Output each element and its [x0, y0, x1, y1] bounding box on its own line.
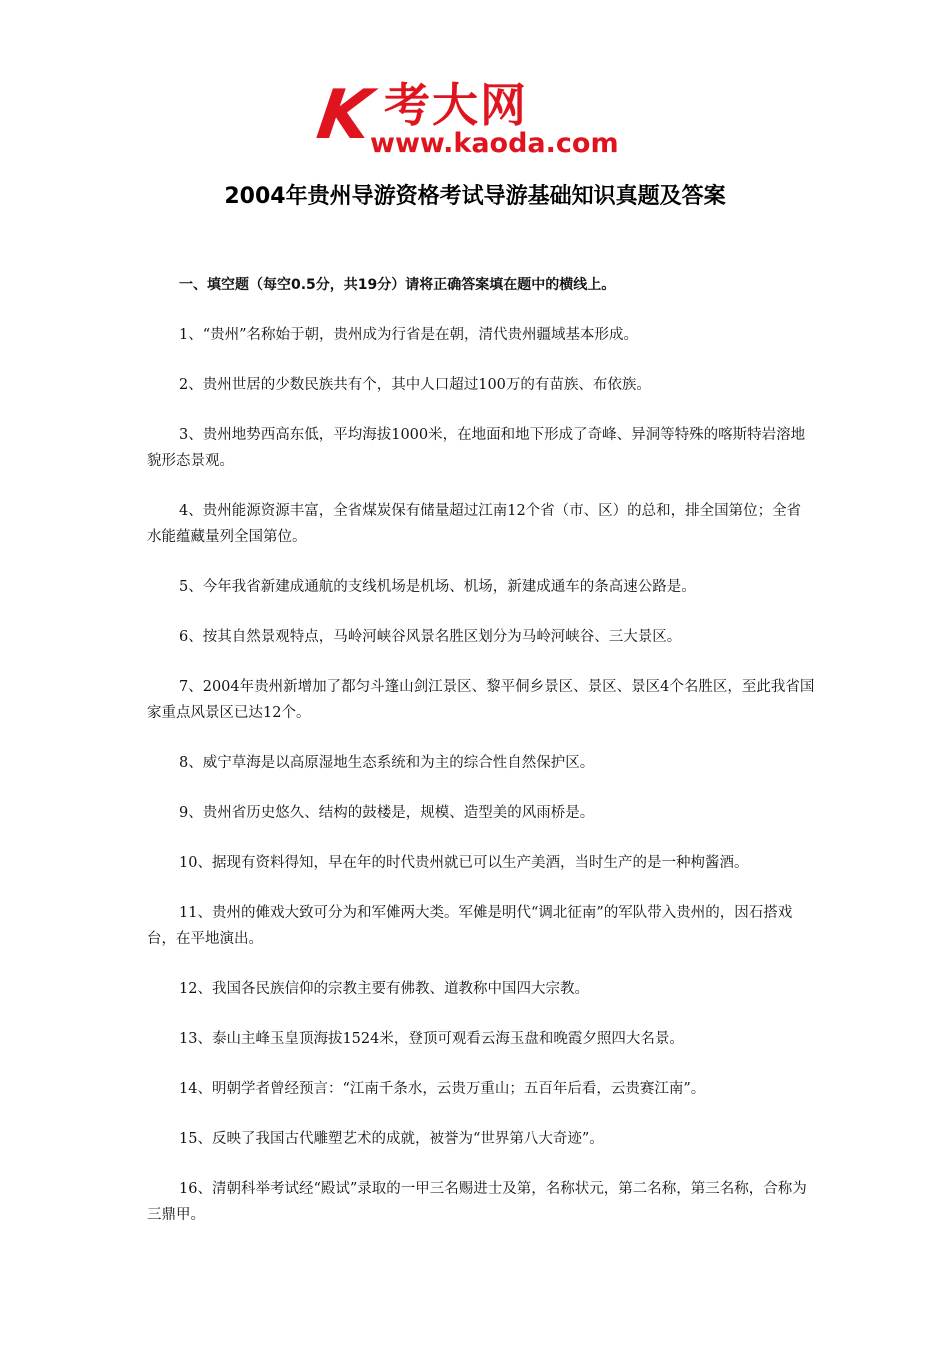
- logo-url: www.kaoda.com: [370, 128, 619, 159]
- kaoda-logo[interactable]: [312, 76, 640, 159]
- logo-site-name: 考大网: [384, 78, 528, 132]
- section-heading: 一、填空题（每空0.5分，共19分）请将正确答案填在题中的横线上。: [179, 277, 616, 293]
- question-6: 6、按其自然景观特点，马岭河峡谷风景名胜区划分为马岭河峡谷、三大景区。: [179, 629, 682, 645]
- question-4: 4、贵州能源资源丰富，全省煤炭保有储量超过江南12个省（市、区）的总和，排全国第位；全省水能蕴藏量列全国第位。: [147, 503, 802, 545]
- question-2: 2、贵州世居的少数民族共有个，其中人口超过100万的有苗族、布依族。: [179, 377, 651, 393]
- question-12: 12、我国各民族信仰的宗教主要有佛教、道教称中国四大宗教。: [179, 981, 589, 997]
- question-16: 16、清朝科举考试经“殿试”录取的一甲三名赐进士及第，名称状元，第二名称，第三名称，合称为三鼎甲。: [147, 1181, 807, 1223]
- question-5: 5、今年我省新建成通航的支线机场是机场、机场，新建成通车的条高速公路是。: [179, 579, 696, 595]
- question-1: 1、“贵州”名称始于朝，贵州成为行省是在朝，清代贵州疆域基本形成。: [179, 327, 639, 343]
- document-title: 2004年贵州导游资格考试导游基础知识真题及答案: [224, 184, 726, 209]
- question-10: 10、据现有资料得知，早在年的时代贵州就已可以生产美酒，当时生产的是一种枸酱酒。: [179, 855, 749, 871]
- logo-k-mark: K: [312, 76, 377, 155]
- question-13: 13、泰山主峰玉皇顶海拔1524米，登顶可观看云海玉盘和晚霞夕照四大名景。: [179, 1031, 684, 1047]
- question-9: 9、贵州省历史悠久、结构的鼓楼是，规模、造型美的风雨桥是。: [179, 805, 595, 821]
- question-15: 15、反映了我国古代雕塑艺术的成就，被誉为“世界第八大奇迹”。: [179, 1131, 604, 1147]
- question-7: 7、2004年贵州新增加了都匀斗篷山剑江景区、黎平侗乡景区、景区、景区4个名胜区，至此我省国家重点风景区已达12个。: [147, 679, 815, 721]
- document-body: [147, 272, 815, 1252]
- question-8: 8、威宁草海是以高原湿地生态系统和为主的综合性自然保护区。: [179, 755, 595, 771]
- question-11: 11、贵州的傩戏大致可分为和军傩两大类。军傩是明代“调北征南”的军队带入贵州的，因石搭戏台，在平地演出。: [147, 905, 793, 947]
- question-3: 3、贵州地势西高东低，平均海拔1000米，在地面和地下形成了奇峰、异洞等特殊的喀斯特岩溶地貌形态景观。: [147, 427, 806, 469]
- question-14: 14、明朝学者曾经预言：“江南千条水，云贵万重山；五百年后看，云贵赛江南”。: [179, 1081, 706, 1097]
